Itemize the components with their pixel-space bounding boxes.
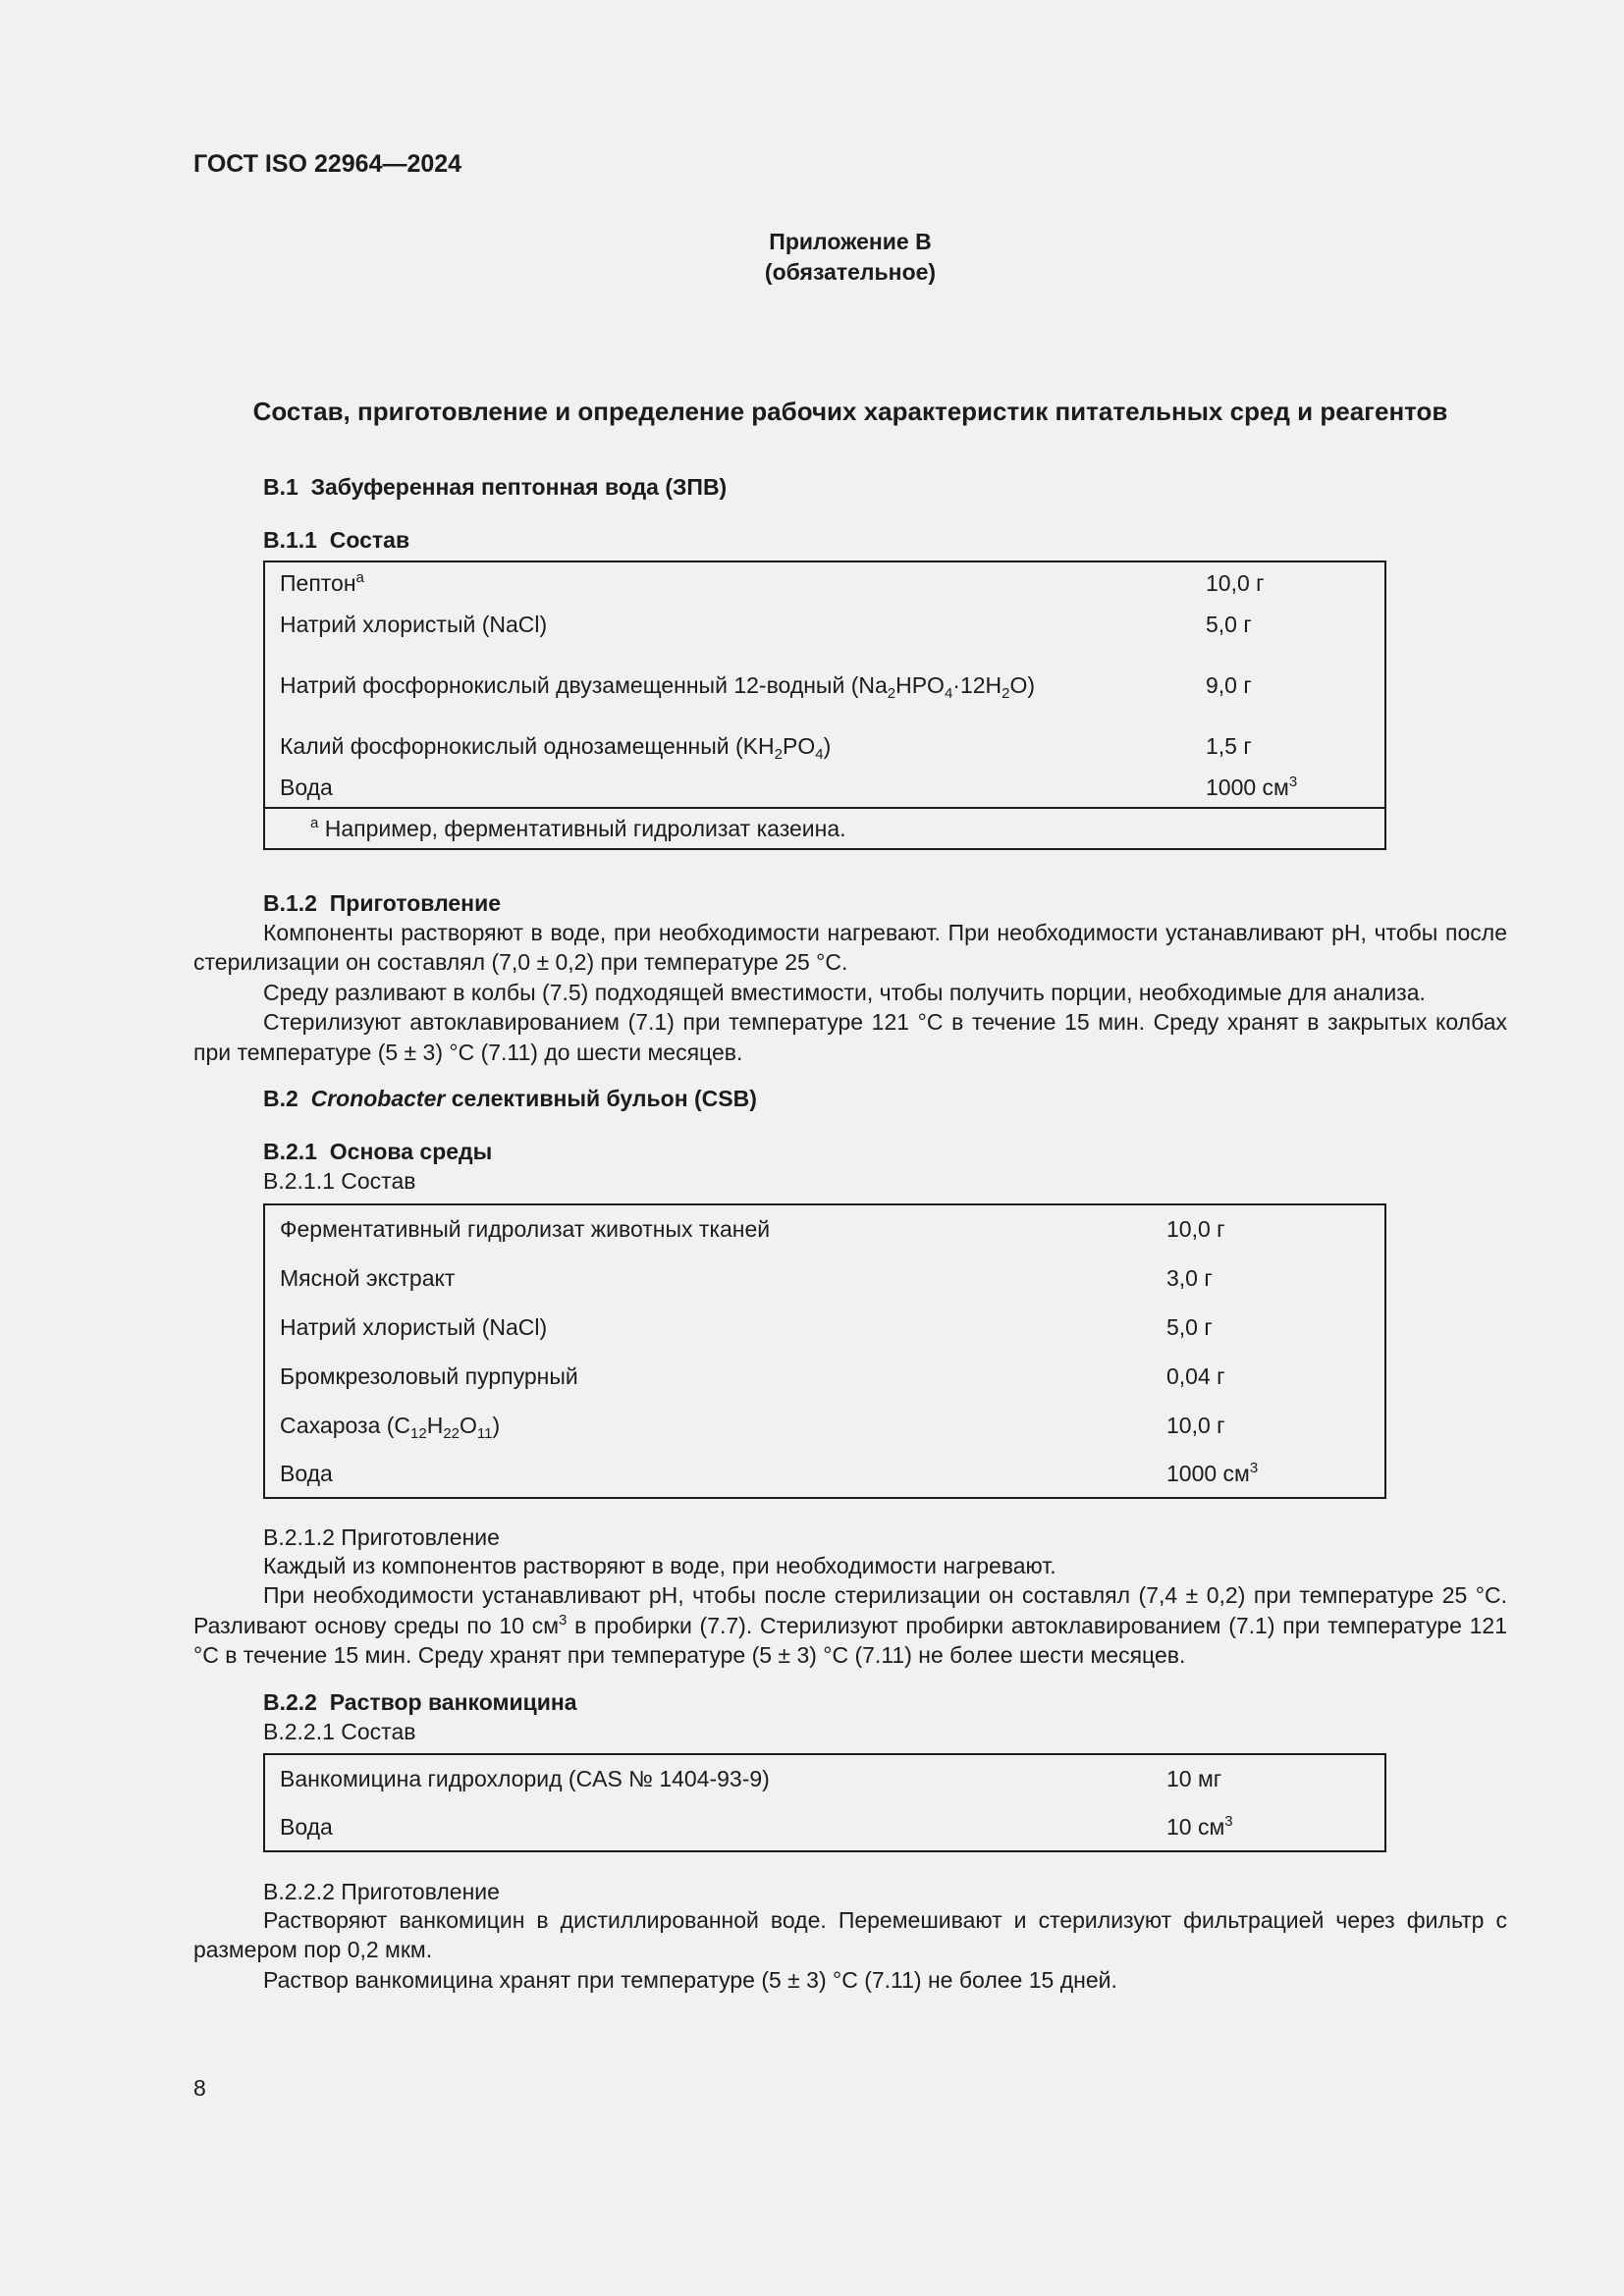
heading-b1	[263, 474, 727, 501]
heading-num: В.2.1.2	[263, 1524, 335, 1550]
ingredient-amount: 10,0 г	[1206, 569, 1265, 596]
ingredient-amount: 5,0 г	[1206, 612, 1252, 637]
ingredient-amount: 5,0 г	[1166, 1313, 1213, 1340]
ingredient-name: Ванкомицина гидрохлорид (CAS № 1404-93-9)	[280, 1766, 770, 1791]
heading-text: Приготовление	[341, 1524, 500, 1550]
paragraph: Каждый из компонентов растворяют в воде, при необходимости нагревают.	[263, 1553, 1056, 1578]
heading-num: В.2.2	[263, 1689, 317, 1715]
preparation-b2-2	[193, 1905, 1507, 1995]
paragraph: Растворяют ванкомицин в дистиллированной воде. Перемешивают и стерилизуют фильтрацией через фильтр с размером пор 0,2 мкм.	[193, 1907, 1507, 1963]
ingredient-amount: 1000 $см^3$	[1206, 774, 1298, 800]
heading-text: Состав	[341, 1168, 416, 1194]
table-row	[264, 1352, 1385, 1401]
ingredient-name: Вода	[280, 1813, 333, 1840]
ingredient-amount: 3,0 г	[1166, 1264, 1213, 1291]
heading-num: В.2.2.2	[263, 1879, 335, 1904]
preparation-b2-1	[193, 1551, 1507, 1671]
heading-num: В.2.1	[263, 1139, 317, 1164]
heading-num: В.2.1.1	[263, 1168, 335, 1194]
table-row	[264, 1401, 1385, 1450]
ingredient-name: Пептон$^a$	[280, 568, 364, 596]
heading-num: В.1	[263, 474, 298, 500]
page-number: 8	[193, 2075, 206, 2101]
section-title: Состав, приготовление и определение рабочих характеристик питательных сред и реагентов	[252, 397, 1448, 426]
ingredient-amount: 1000 $см^3$	[1166, 1459, 1259, 1486]
composition-table-b1	[263, 561, 1386, 850]
heading-b2-2-2	[263, 1879, 500, 1905]
table-row	[264, 1754, 1385, 1803]
ingredient-amount: 10 мг	[1166, 1766, 1222, 1791]
heading-b2	[263, 1086, 757, 1112]
ingredient-name: Мясной экстракт	[280, 1264, 456, 1291]
ingredient-name: Вода	[280, 1460, 333, 1486]
heading-text: Раствор ванкомицина	[329, 1689, 577, 1715]
table-row	[264, 1450, 1385, 1498]
heading-num: В.2	[263, 1086, 298, 1111]
heading-b2-2-1	[263, 1719, 415, 1745]
heading-text: Состав	[329, 527, 410, 553]
heading-text: Приготовление	[329, 890, 502, 916]
ingredient-name: Калий фосфорнокислый однозамещенный $(KH_2PO_4)$	[280, 733, 832, 763]
paragraph: Стерилизуют автоклавированием (7.1) при температуре 121 °С в течение 15 мин. Среду хранят в закрытых колбах при температуре (5 ± 3) °С (7.11) до шести месяцев.	[193, 1009, 1507, 1065]
heading-text: Состав	[341, 1719, 416, 1744]
heading-num: В.2.2.1	[263, 1719, 335, 1744]
heading-text: Приготовление	[341, 1879, 500, 1904]
heading-italic: Cronobacter	[310, 1086, 446, 1111]
heading-b1-2	[263, 890, 501, 917]
paragraph: Среду разливают в колбы (7.5) подходящей вместимости, чтобы получить порции, необходимые для анализа.	[263, 979, 1426, 1005]
preparation-b1	[193, 918, 1507, 1067]
table-row	[264, 724, 1385, 769]
table-row	[264, 1254, 1385, 1303]
heading-num: В.1.1	[263, 527, 317, 553]
ingredient-name: Сахароза $(C_{12}H_{22}O_{11})$	[280, 1412, 501, 1442]
table-footnote-row	[264, 808, 1385, 849]
table-row	[264, 769, 1385, 808]
heading-b1-1	[263, 527, 409, 554]
ingredient-amount: 1,5 г	[1206, 733, 1252, 759]
heading-text: селективный бульон (CSB)	[451, 1086, 757, 1111]
heading-b2-2	[263, 1689, 577, 1716]
paragraph: Раствор ванкомицина хранят при температуре (5 ± 3) °С (7.11) не более 15 дней.	[263, 1966, 1117, 1993]
table-footnote: $^a$ Например, ферментативный гидролизат казеина.	[264, 808, 1385, 849]
paragraph: При необходимости устанавливают pH, чтобы после стерилизации он составлял (7,4 ± 0,2) при температуре 25 °С. Разливают основу среды по 10 $см^3$ в пробирки (7.7). Стерилизуют пробирки автоклавированием (7.1) при температуре 121 °С в течение 15 мин. Среду хранят при температуре (5 ± 3) °С (7.11) не более шести месяцев.	[193, 1582, 1507, 1669]
ingredient-amount: 10,0 г	[1166, 1412, 1225, 1438]
composition-table-b2-2	[263, 1753, 1386, 1852]
composition-table-b2-1	[263, 1203, 1386, 1499]
table-row	[264, 561, 1385, 604]
ingredient-amount: 9,0 г	[1206, 671, 1252, 698]
ingredient-amount: 10 $см^3$	[1166, 1812, 1233, 1840]
annex-title	[193, 227, 1507, 288]
ingredient-amount: 10,0 г	[1166, 1216, 1225, 1242]
heading-b2-1-1	[263, 1168, 415, 1195]
ingredient-name: Ферментативный гидролизат животных тканей	[280, 1216, 771, 1242]
annex-status: (обязательное)	[764, 259, 937, 285]
ingredient-amount: 0,04 г	[1166, 1362, 1225, 1389]
table-row	[264, 604, 1385, 646]
heading-text: Забуференная пептонная вода (ЗПВ)	[310, 474, 728, 500]
heading-num: В.1.2	[263, 890, 317, 916]
table-row	[264, 1204, 1385, 1254]
table-row	[264, 1303, 1385, 1352]
heading-b2-1-2	[263, 1524, 500, 1551]
document-header: ГОСТ ISO 22964—2024	[193, 150, 462, 178]
ingredient-name: Натрий хлористый (NaCl)	[280, 1313, 548, 1340]
annex-name: Приложение В	[769, 229, 932, 254]
table-row	[264, 646, 1385, 724]
ingredient-name: Натрий хлористый (NaCl)	[280, 612, 548, 637]
table-row	[264, 1803, 1385, 1851]
paragraph: Компоненты растворяют в воде, при необходимости нагревают. При необходимости устанавливают pH, чтобы после стерилизации он составлял (7,0 ± 0,2) при температуре 25 °С.	[193, 920, 1507, 976]
ingredient-name: Вода	[280, 774, 333, 800]
ingredient-name: Натрий фосфорнокислый двузамещенный 12-водный $(Na_2HPO_4\cdot 12H_2O)$	[280, 671, 1036, 702]
ingredient-name: Бромкрезоловый пурпурный	[280, 1362, 578, 1389]
heading-text: Основа среды	[329, 1139, 493, 1164]
heading-b2-1	[263, 1139, 492, 1165]
